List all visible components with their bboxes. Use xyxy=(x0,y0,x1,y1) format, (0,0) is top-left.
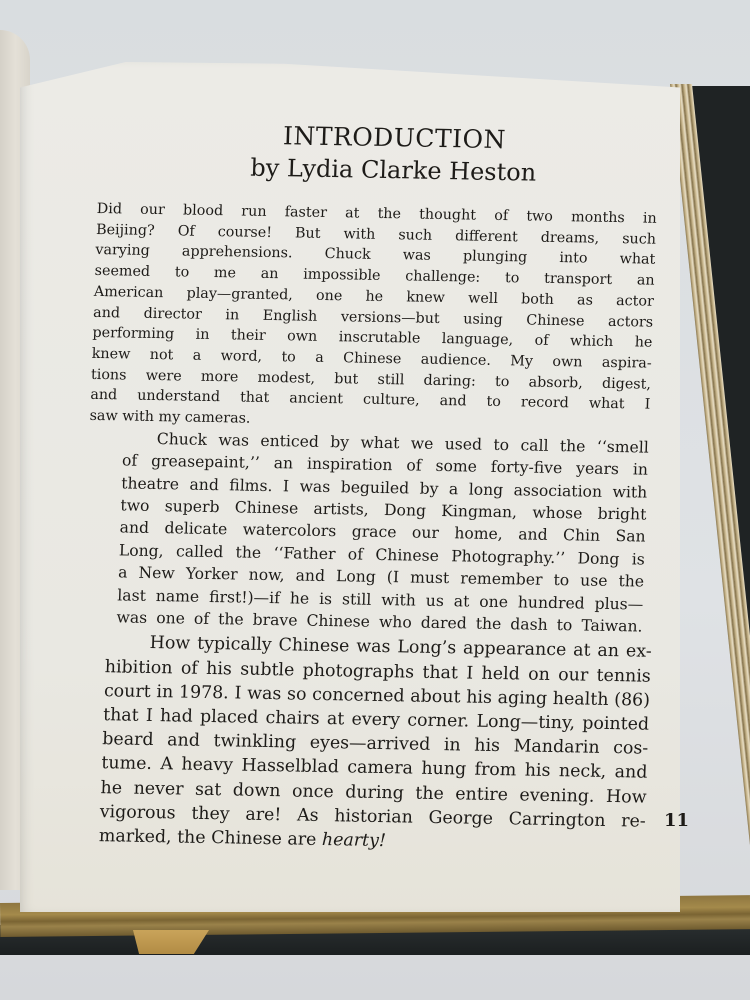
paragraph-3 xyxy=(55,630,653,858)
text-line: American play—granted, one he knew well both as actor xyxy=(93,283,655,310)
chapter-title: INTRODUCTION xyxy=(282,121,507,155)
text-line: and director in English versions—but using Chinese actors xyxy=(92,304,654,331)
text-line: theatre and films. I was beguiled by a long association with xyxy=(120,473,648,502)
text-line: How typically Chinese was Long’s appearance at an ex- xyxy=(149,633,652,663)
text-line: was one of the brave Chinese who dared the dash to Taiwan. xyxy=(116,608,643,636)
text-line: Chuck was enticed by what we used to call the ‘‘smell xyxy=(156,429,650,457)
text-line: a New Yorker now, and Long (I must remember to use the xyxy=(117,563,645,591)
text-line: last name first!)—if he is still with us at one hundred plus— xyxy=(117,585,644,614)
text-line: beard and twinkling eyes—arrived in his Mandarin cos- xyxy=(101,729,649,759)
text-line: Beijing? Of course! But with such different dreams, such xyxy=(95,221,657,248)
text-line: court in 1978. I was so concerned about his aging health (86) xyxy=(103,680,651,711)
text-line: Did our blood run faster at the thought of two months in xyxy=(96,200,658,227)
text-line: that I had placed chairs at every corner. Long—tiny, pointed xyxy=(102,705,650,735)
text-line: saw with my cameras. xyxy=(89,407,251,427)
text-line: he never sat down once during the entire evening. How xyxy=(100,777,647,808)
page-content xyxy=(75,118,660,858)
text-line-final-plain: marked, the Chinese are xyxy=(98,826,323,850)
text-line: tume. A heavy Hasselblad camera hung from his neck, and xyxy=(101,753,648,784)
text-line: of greasepaint,’’ an inspiration of some forty-five years in xyxy=(121,451,649,479)
text-line: vigorous they are! As historian George Carrington re- xyxy=(99,801,647,832)
italic-word: hearty! xyxy=(321,830,387,852)
chapter-byline: by Lydia Clarke Heston xyxy=(249,153,537,187)
text-line: Long, called the ‘‘Father of Chinese Photography.’’ Dong is xyxy=(118,541,646,569)
text-line: hibition of his subtle photographs that I held on our tennis xyxy=(104,656,652,687)
paragraph-1 xyxy=(89,199,657,436)
text-line: tions were more modest, but still daring: to absorb, digest, xyxy=(90,366,652,393)
text-line: seemed to me an impossible challenge: to transport an xyxy=(94,263,655,289)
text-line: and understand that ancient culture, and to record what I xyxy=(90,387,651,413)
text-line: knew not a word, to a Chinese audience. My own aspira- xyxy=(91,345,652,372)
page-number: 11 xyxy=(664,810,690,831)
paragraph-2 xyxy=(82,427,649,638)
text-line: performing in their own inscrutable language, of which he xyxy=(92,325,653,351)
text-line: and delicate watercolors grace our home, and Chin San xyxy=(119,518,646,546)
text-line: two superb Chinese artists, Dong Kingman, whose bright xyxy=(120,496,647,524)
text-line: varying apprehensions. Chuck was plunging into what xyxy=(95,242,656,269)
